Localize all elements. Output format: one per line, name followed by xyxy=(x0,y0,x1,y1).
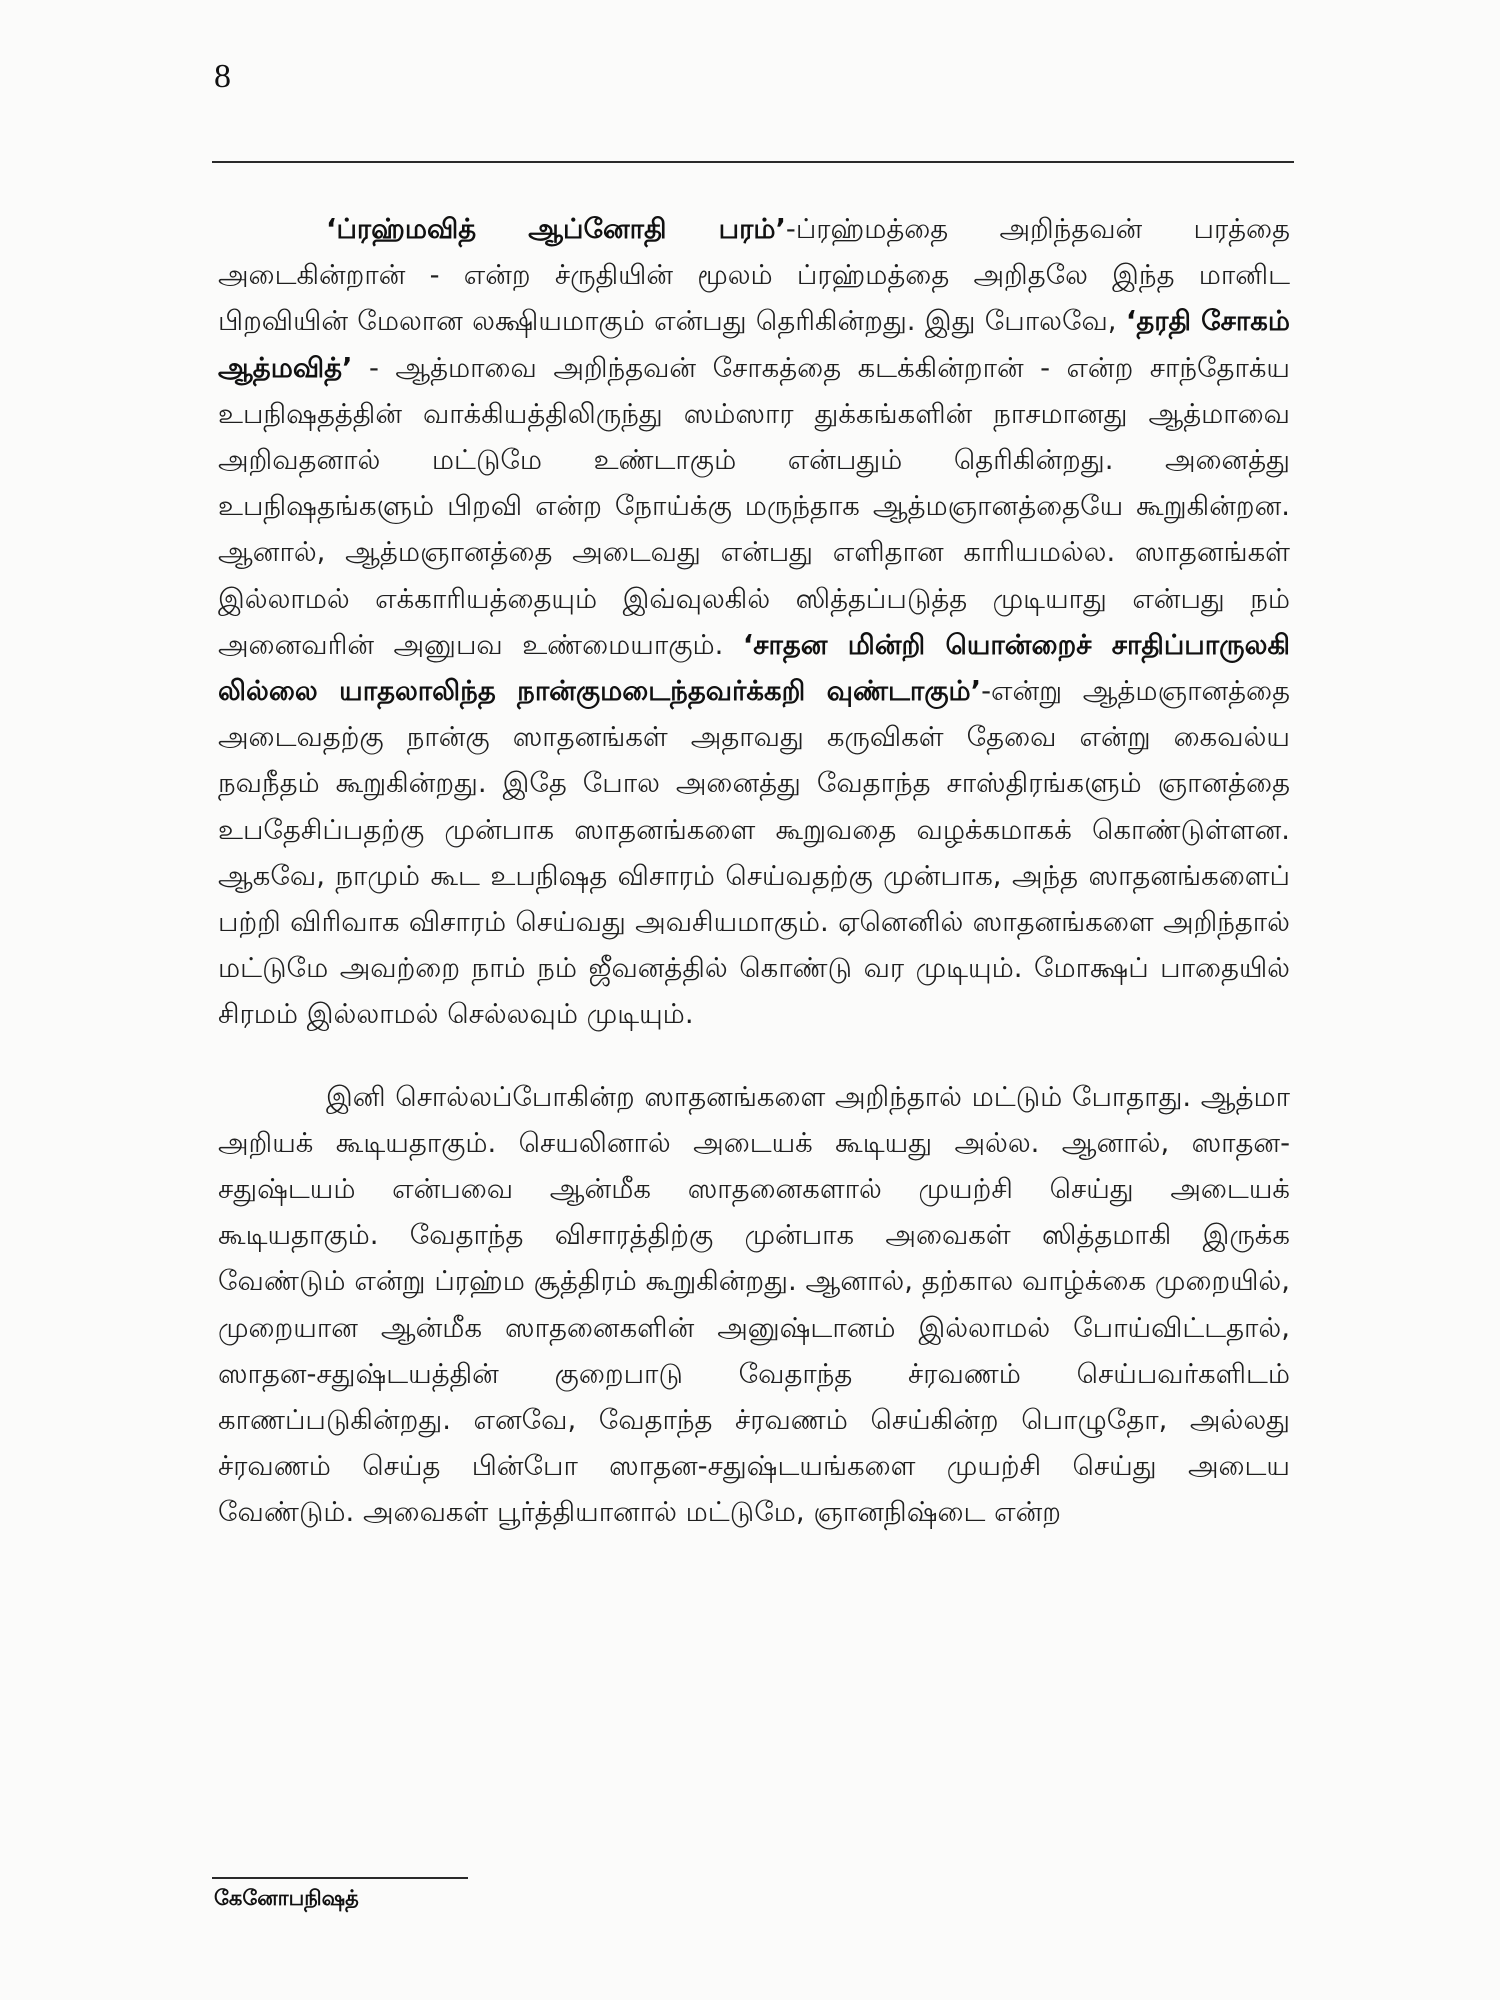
quoted-verse: ‘சாதன மின்றி யொன்றைச் சாதிப்பாருலகி லில்லை யாதலாலிந்த நான்குமடைந்தவர்க்கறி வுண்டாகும்’ xyxy=(218,628,1290,708)
footer-rule xyxy=(212,1877,468,1879)
paragraph-2 xyxy=(218,1074,1290,1536)
footer-title: கேனோபநிஷத் xyxy=(214,1886,359,1910)
page-number: 8 xyxy=(214,58,231,95)
body-text xyxy=(218,206,1290,1536)
text-span: -ப்ரஹ்மத்தை அறிந்தவன் பரத்தை அடைகின்றான் - என்ற ச்ருதியின் மூலம் ப்ரஹ்மத்தை அறிதலே இந்த மானிட பிறவியின் மேலான லக்ஷியமாகும் என்பது தெரிகின்றது. இது போலவே, xyxy=(218,213,1290,338)
header-rule xyxy=(212,161,1294,163)
quoted-verse: ‘தரதி சோகம் ஆத்மவித்’ xyxy=(218,305,1290,384)
paragraph-1 xyxy=(218,206,1290,1038)
text-span: இனி சொல்லப்போகின்ற ஸாதனங்களை அறிந்தால் மட்டும் போதாது. ஆத்மா அறியக் கூடியதாகும். செயலினால் அடையக் கூடியது அல்ல. ஆனால், ஸாதன-சதுஷ்டயம் என்பவை ஆன்மீக ஸாதனைகளால் முயற்சி செய்து அடையக் கூடியதாகும். வேதாந்த விசாரத்திற்கு முன்பாக அவைகள் ஸித்தமாகி இருக்க வேண்டும் என்று ப்ரஹ்ம சூத்திரம் கூறுகின்றது. ஆனால், தற்கால வாழ்க்கை முறையில், முறையான ஆன்மீக ஸாதனைகளின் அனுஷ்டானம் இல்லாமல் போய்விட்டதால், ஸாதன-சதுஷ்டயத்தின் குறைபாடு வேதாந்த ச்ரவணம் செய்பவர்களிடம் காணப்படுகின்றது. எனவே, வேதாந்த ச்ரவணம் செய்கின்ற பொழுதோ, அல்லது ச்ரவணம் செய்த பின்போ ஸாதன-சதுஷ்டயங்களை முயற்சி செய்து அடைய வேண்டும். அவைகள் பூர்த்தியானால் மட்டுமே, ஞானநிஷ்டை என்ற xyxy=(218,1080,1290,1529)
text-span: - ஆத்மாவை அறிந்தவன் சோகத்தை கடக்கின்றான் - என்ற சாந்தோக்ய உபநிஷதத்தின் வாக்கியத்திலிருந்து ஸம்ஸார துக்கங்களின் நாசமானது ஆத்மாவை அறிவதனால் மட்டுமே உண்டாகும் என்பதும் தெரிகின்றது. அனைத்து உபநிஷதங்களும் பிறவி என்ற நோய்க்கு மருந்தாக ஆத்மஞானத்தையே கூறுகின்றன. ஆனால், ஆத்மஞானத்தை அடைவது என்பது எளிதான காரியமல்ல. ஸாதனங்கள் இல்லாமல் எக்காரியத்தையும் இவ்வுலகில் ஸித்தப்படுத்த முடியாது என்பது நம் அனைவரின் அனுபவ உண்மையாகும். xyxy=(218,351,1290,661)
text-span: -என்று ஆத்மஞானத்தை அடைவதற்கு நான்கு ஸாதனங்கள் அதாவது கருவிகள் தேவை என்று கைவல்ய நவநீதம் கூறுகின்றது. இதே போல அனைத்து வேதாந்த சாஸ்திரங்களும் ஞானத்தை உபதேசிப்பதற்கு முன்பாக ஸாதனங்களை கூறுவதை வழக்கமாகக் கொண்டுள்ளன. ஆகவே, நாமும் கூட உபநிஷத விசாரம் செய்வதற்கு முன்பாக, அந்த ஸாதனங்களைப் பற்றி விரிவாக விசாரம் செய்வது அவசியமாகும். ஏனெனில் ஸாதனங்களை அறிந்தால் மட்டுமே அவற்றை நாம் நம் ஜீவனத்தில் கொண்டு வர முடியும். மோக்ஷப் பாதையில் சிரமம் இல்லாமல் செல்லவும் முடியும். xyxy=(218,675,1290,1031)
quoted-verse: ‘ப்ரஹ்மவித் ஆப்னோதி பரம்’ xyxy=(326,213,786,245)
